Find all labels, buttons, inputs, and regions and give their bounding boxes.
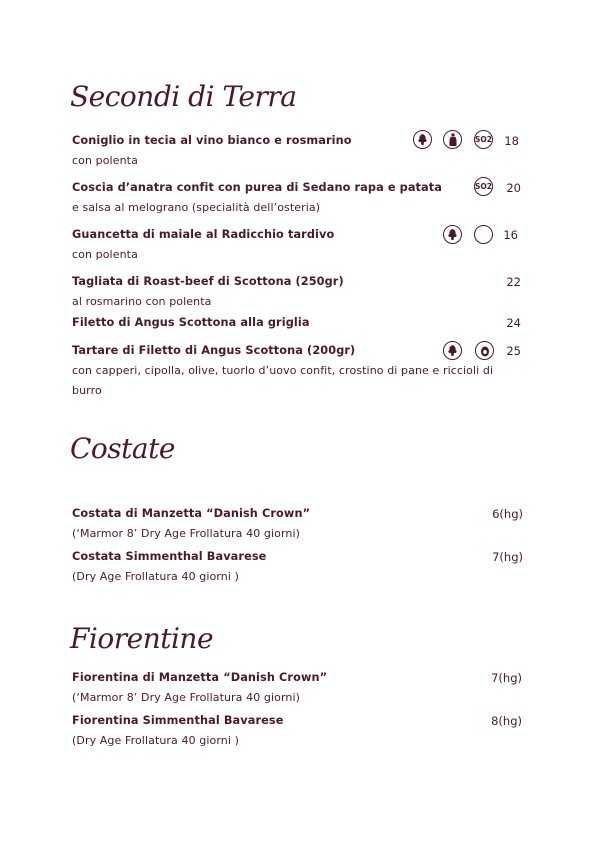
dish-description: con polenta (72, 248, 138, 261)
dish-price: 6(hg) (492, 507, 523, 521)
sulphites-icon: SO2 (474, 130, 493, 149)
dish-description: e salsa al melograno (specialità dell’osteria) (72, 201, 321, 214)
dish-name: Costata di Manzetta “Danish Crown” (72, 507, 311, 520)
dish-description: (Dry Age Frollatura 40 giorni ) (72, 570, 240, 583)
dish-price: 20 (506, 181, 521, 195)
dish-description: al rosmarino con polenta (72, 295, 212, 308)
sulphites-icon: SO2 (474, 177, 493, 196)
dish-price: 7(hg) (491, 671, 522, 685)
section-title-secondi-di-terra: Secondi di Terra (70, 80, 297, 113)
dish-name: Fiorentina di Manzetta “Danish Crown” (72, 671, 328, 684)
dish-price: 8(hg) (491, 714, 522, 728)
dish-description: (‘Marmor 8’ Dry Age Frollatura 40 giorni) (72, 527, 301, 540)
dish-name: Coscia d’anatra confit con purea di Sedano rapa e patata (72, 181, 442, 194)
dish-price: 22 (506, 275, 521, 289)
dish-description: con capperi, cipolla, olive, tuorlo d’uovo confit, crostino di pane e riccioli di burro (72, 364, 494, 397)
dish-description: (‘Marmor 8’ Dry Age Frollatura 40 giorni) (72, 691, 301, 704)
section-title-fiorentine: Fiorentine (70, 622, 214, 655)
dish-name: Fiorentina Simmenthal Bavarese (72, 714, 284, 727)
celery-icon (443, 225, 462, 244)
celery-icon (413, 130, 432, 149)
dish-price: 24 (506, 316, 521, 330)
section-title-costate: Costate (70, 432, 175, 465)
dish-name: Costata Simmenthal Bavarese (72, 550, 267, 563)
dish-name: Coniglio in tecia al vino bianco e rosmarino (72, 134, 352, 147)
dish-name: Tagliata di Roast-beef di Scottona (250gr) (72, 275, 344, 288)
dish-description: con polenta (72, 154, 138, 167)
mustard-icon (443, 130, 462, 149)
dish-price: 7(hg) (492, 550, 523, 564)
dish-name: Guancetta di maiale al Radicchio tardivo (72, 228, 335, 241)
dish-price: 18 (504, 134, 519, 148)
celery-icon (443, 341, 462, 360)
dish-name: Filetto di Angus Scottona alla griglia (72, 316, 310, 329)
dish-price: 25 (506, 344, 521, 358)
dish-name: Tartare di Filetto di Angus Scottona (200gr) (72, 344, 356, 357)
dish-price: 16 (503, 228, 518, 242)
dish-description: (Dry Age Frollatura 40 giorni ) (72, 734, 240, 747)
